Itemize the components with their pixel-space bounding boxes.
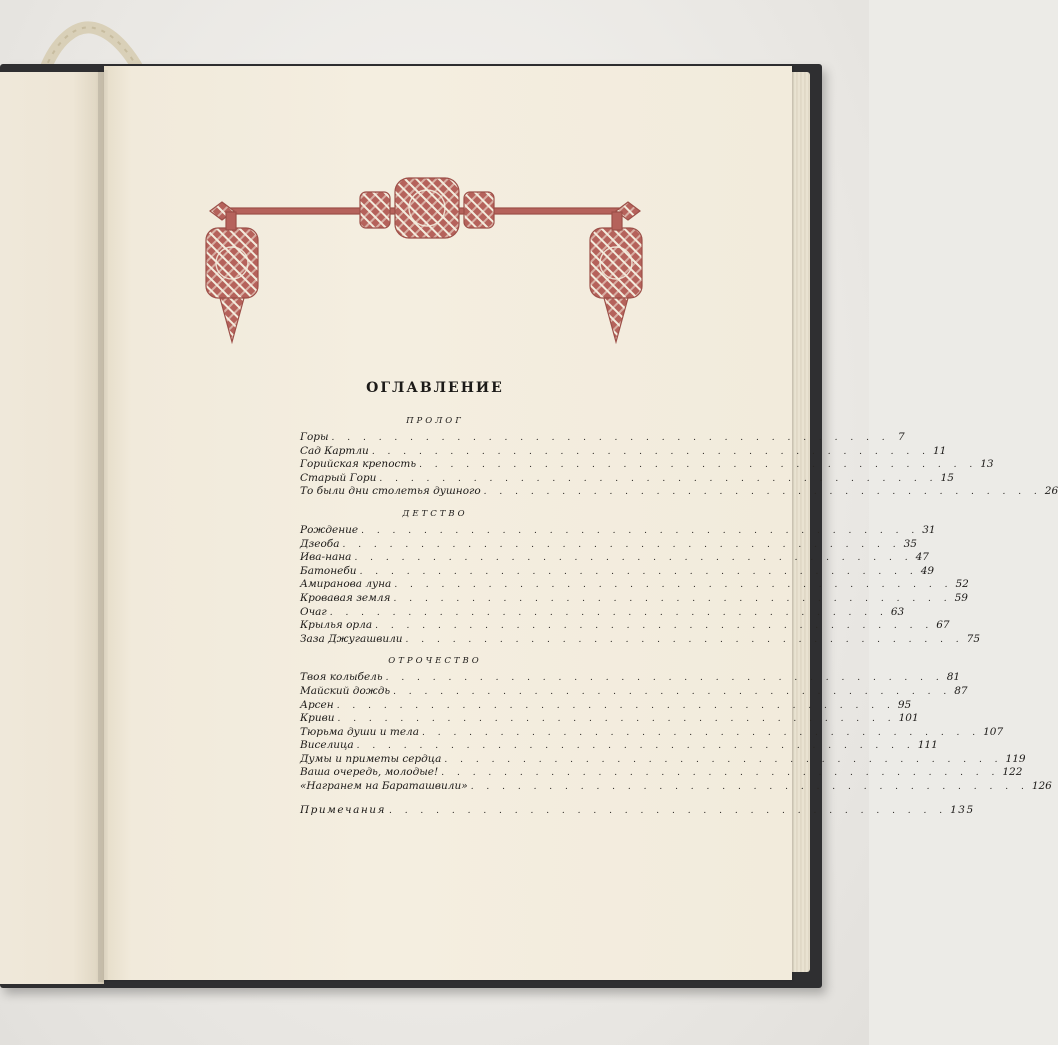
toc-page-number: 111 bbox=[917, 739, 938, 752]
toc-leader-dots: . . . . . . . . . . . . . . . . . . . . . . . . . . . . . . . . . . . . bbox=[375, 621, 934, 632]
toc-entry-label: Ива-нана bbox=[300, 551, 352, 564]
toc-entry bbox=[300, 537, 917, 552]
toc-entry bbox=[300, 605, 905, 620]
toc-title: ОГЛАВЛЕНИЕ bbox=[366, 380, 504, 396]
toc-page-number: 81 bbox=[946, 671, 961, 684]
toc-entry bbox=[300, 485, 1058, 499]
toc-entry bbox=[300, 752, 1026, 767]
celtic-knot-ornament bbox=[200, 172, 650, 347]
toc-section-heading: ДЕТСТВО bbox=[402, 508, 468, 519]
toc-page-number: 7 bbox=[897, 431, 905, 443]
toc-page-number: 126 bbox=[1031, 780, 1052, 793]
toc-entry bbox=[300, 632, 981, 647]
left-page bbox=[0, 72, 104, 984]
toc-body bbox=[300, 416, 1058, 817]
toc-page-number: 122 bbox=[1002, 766, 1023, 779]
toc-section-heading: ОТРОЧЕСТВО bbox=[388, 656, 482, 667]
toc-leader-dots: . . . . . . . . . . . . . . . . . . . . . . . . . . . . . . . . . . . . bbox=[331, 433, 890, 443]
toc-leader-dots: . . . . . . . . . . . . . . . . . . . . . . . . . . . . . . . . . . . . bbox=[342, 539, 901, 550]
toc-page-number: 67 bbox=[936, 619, 950, 632]
toc-leader-dots: . . . . . . . . . . . . . . . . . . . . . . . . . . . . . . . . . . . . bbox=[361, 525, 920, 536]
toc-entry-label: Амиранова луна bbox=[300, 578, 392, 591]
toc-entry bbox=[300, 591, 968, 606]
toc-page-number: 101 bbox=[898, 712, 919, 725]
toc-leader-dots: . . . . . . . . . . . . . . . . . . . . . . . . . . . . . . . . . . . . bbox=[371, 446, 930, 457]
toc-entry-label: Твоя колыбель bbox=[300, 671, 383, 684]
toc-leader-dots: . . . . . . . . . . . . . . . . . . . . . . . . . . . . . . . . . . . . bbox=[393, 593, 952, 604]
toc-page-number: 87 bbox=[954, 684, 968, 697]
toc-entry-label: Кровавая земля bbox=[300, 591, 391, 604]
toc-page-number: 35 bbox=[903, 537, 917, 550]
toc-entry bbox=[300, 458, 994, 472]
toc-entry-label: Криви bbox=[300, 712, 335, 725]
toc-entry bbox=[300, 471, 954, 486]
toc-entry-label: Арсен bbox=[300, 698, 334, 711]
toc-leader-dots: . . . . . . . . . . . . . . . . . . . . . . . . . . . . . . . . . . . . bbox=[359, 566, 918, 577]
toc-leader-dots: . . . . . . . . . . . . . . . . . . . . . . . . . . . . . . . . . . . . bbox=[483, 487, 1042, 498]
toc-entry bbox=[300, 684, 968, 699]
toc-entry-label: Дзеоба bbox=[300, 537, 340, 550]
toc-entry bbox=[300, 523, 936, 538]
toc-entry bbox=[300, 698, 912, 713]
toc-page-number: 15 bbox=[940, 471, 954, 484]
toc-leader-dots: . . . . . . . . . . . . . . . . . . . . . . . . . . . . . . . . . . . . bbox=[393, 686, 952, 697]
toc-leader-dots: . . . . . . . . . . . . . . . . . . . . . . . . . . . . . . . . . . . . bbox=[419, 460, 978, 471]
toc-leader-dots: . . . . . . . . . . . . . . . . . . . . . . . . . . . . . . . . . . . . bbox=[354, 553, 913, 564]
toc-page-number: 59 bbox=[954, 591, 968, 604]
toc-leader-dots: . . . . . . . . . . . . . . . . . . . . . . . . . . . . . . . . . . . . bbox=[385, 673, 944, 684]
toc-entry-label: Ваша очередь, молодые! bbox=[300, 766, 439, 779]
toc-page-number: 119 bbox=[1005, 752, 1026, 765]
toc-entry-label: Горы bbox=[300, 431, 329, 443]
book-gutter bbox=[98, 70, 108, 982]
toc-entry-label: Примечания bbox=[300, 803, 386, 816]
toc-leader-dots: . . . . . . . . . . . . . . . . . . . . . . . . . . . . . . . . . . . . bbox=[422, 727, 981, 738]
toc-leader-dots: . . . . . . . . . . . . . . . . . . . . . . . . . . . . . . . . . . . . bbox=[336, 700, 895, 711]
toc-page-number: 26 bbox=[1044, 485, 1058, 498]
toc-page-number: 63 bbox=[890, 605, 905, 618]
toc-entry bbox=[300, 671, 961, 685]
toc-page-number: 13 bbox=[980, 458, 994, 471]
toc-entry bbox=[300, 564, 935, 579]
toc-page-number: 52 bbox=[955, 578, 969, 591]
toc-entry-label: Сад Картли bbox=[300, 444, 369, 457]
toc-entry-label: Заза Джугашвили bbox=[300, 632, 403, 645]
toc-page-number: 75 bbox=[966, 632, 981, 645]
toc-page-number: 135 bbox=[950, 803, 975, 816]
toc-page-number: 31 bbox=[922, 523, 936, 536]
table-of-contents bbox=[300, 380, 1058, 817]
toc-entry-label: Виселица bbox=[300, 739, 354, 752]
toc-leader-dots: . . . . . . . . . . . . . . . . . . . . . . . . . . . . . . . . . . . . bbox=[379, 473, 938, 484]
toc-leader-dots: . . . . . . . . . . . . . . . . . . . . . . . . . . . . . . . . . . . . bbox=[405, 634, 964, 645]
toc-entry bbox=[300, 431, 905, 445]
toc-entry-label: Горийская крепость bbox=[300, 458, 417, 471]
toc-section-heading: ПРОЛОГ bbox=[406, 416, 464, 426]
toc-entry-label: Майский дождь bbox=[300, 684, 391, 697]
toc-entry-label: Очаг bbox=[300, 605, 327, 618]
toc-entry-label: Батонеби bbox=[300, 564, 357, 577]
toc-leader-dots: . . . . . . . . . . . . . . . . . . . . . . . . . . . . . . . . . . . . bbox=[470, 782, 1029, 793]
toc-leader-dots: . . . . . . . . . . . . . . . . . . . . . . . . . . . . . . . . . . . . bbox=[394, 580, 953, 591]
toc-entry-label: Тюрьма души и тела bbox=[300, 725, 419, 738]
toc-page-number: 49 bbox=[920, 564, 935, 577]
toc-entry bbox=[300, 766, 1023, 780]
toc-leader-dots: . . . . . . . . . . . . . . . . . . . . . . . . . . . . . . . . . . . . bbox=[444, 754, 1003, 765]
toc-leader-dots: . . . . . . . . . . . . . . . . . . . . . . . . . . . . . . . . . . . . bbox=[337, 714, 896, 725]
toc-page-number: 47 bbox=[915, 551, 929, 564]
toc-entry-label: Рождение bbox=[300, 523, 359, 536]
toc-page-number: 11 bbox=[932, 444, 947, 457]
toc-entry bbox=[300, 619, 950, 633]
toc-entry bbox=[300, 578, 969, 592]
toc-notes-entry bbox=[300, 803, 975, 818]
toc-leader-dots: . . . . . . . . . . . . . . . . . . . . . . . . . . . . . . . . . . . . bbox=[356, 741, 915, 752]
toc-entry bbox=[300, 725, 1004, 740]
toc-entry bbox=[300, 551, 929, 565]
toc-entry bbox=[300, 780, 1052, 794]
toc-page-number: 95 bbox=[897, 698, 912, 711]
toc-entry-label: Крылья орла bbox=[300, 619, 373, 632]
toc-entry-label: То были дни столетья душного bbox=[300, 485, 481, 498]
toc-entry bbox=[300, 444, 947, 459]
toc-entry bbox=[300, 739, 938, 753]
toc-entry-label: «Награнем на Бараташвили» bbox=[300, 780, 468, 793]
toc-leader-dots: . . . . . . . . . . . . . . . . . . . . . . . . . . . . . . . . . . . . bbox=[388, 805, 948, 816]
toc-entry bbox=[300, 712, 919, 726]
toc-page-number: 107 bbox=[983, 725, 1004, 738]
toc-entry-label: Думы и приметы сердца bbox=[300, 752, 442, 765]
toc-entry-label: Старый Гори bbox=[300, 471, 377, 484]
toc-leader-dots: . . . . . . . . . . . . . . . . . . . . . . . . . . . . . . . . . . . . bbox=[329, 607, 888, 618]
toc-leader-dots: . . . . . . . . . . . . . . . . . . . . . . . . . . . . . . . . . . . . bbox=[441, 768, 1000, 779]
